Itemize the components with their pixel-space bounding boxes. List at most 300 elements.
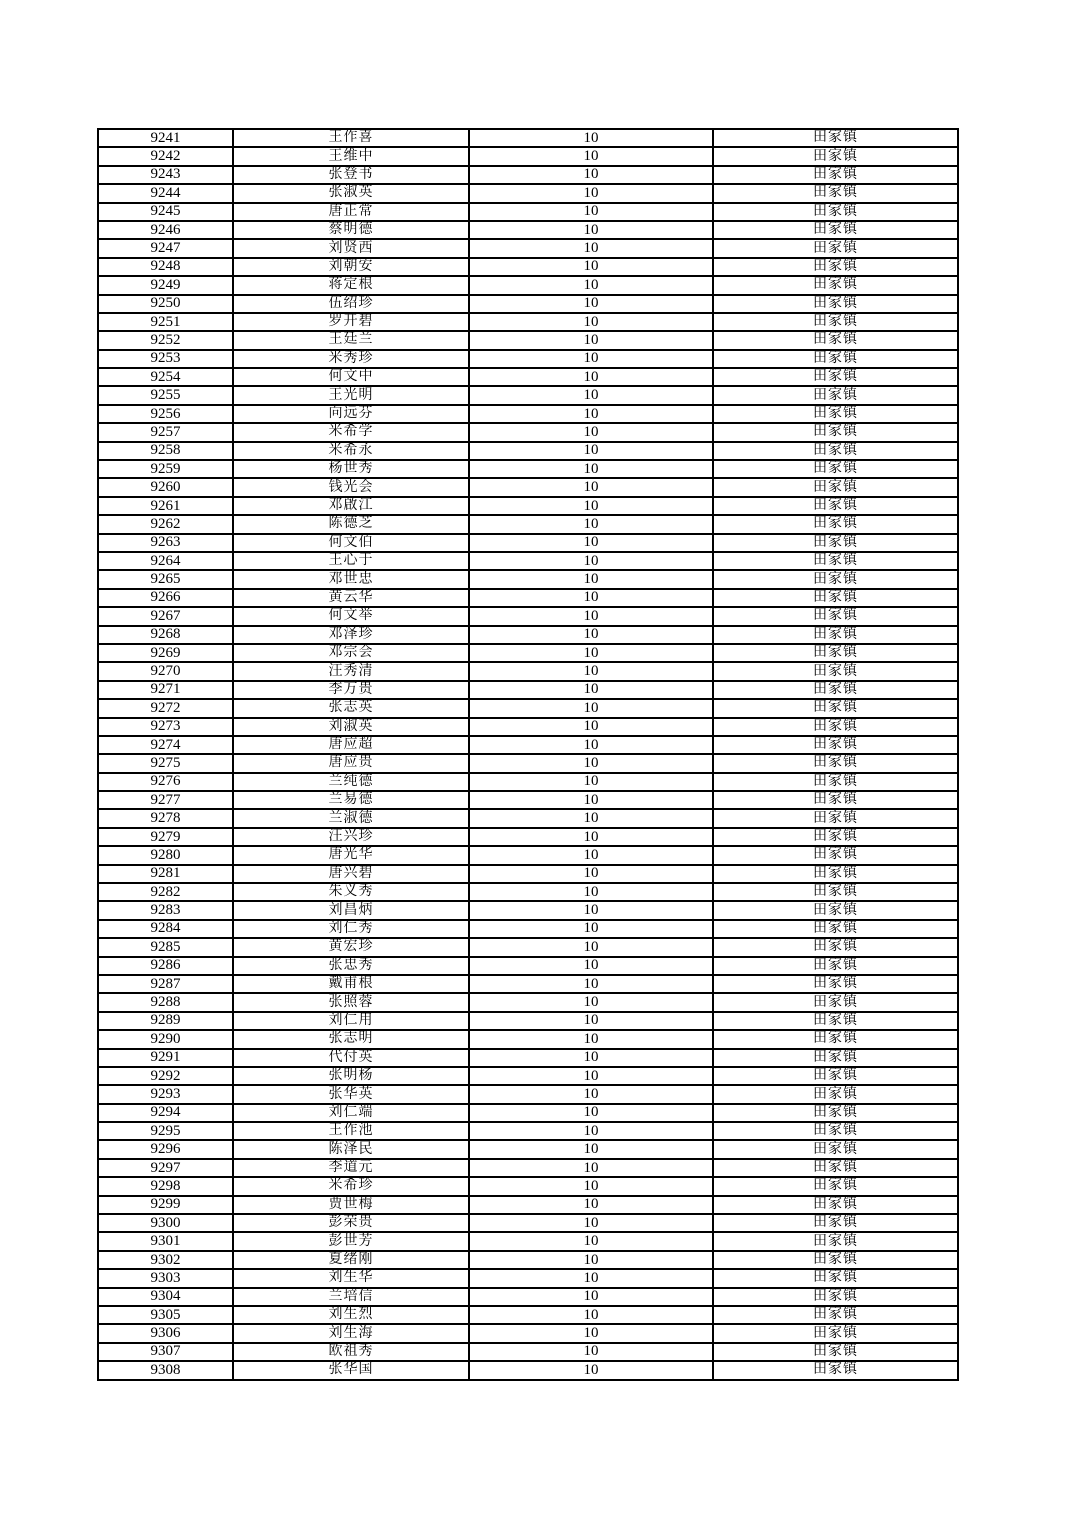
table-cell-value: 10: [469, 478, 713, 496]
table-cell-town: 田家镇: [713, 626, 958, 644]
table-cell-town: 田家镇: [713, 1122, 958, 1140]
table-cell-town: 田家镇: [713, 331, 958, 349]
table-cell-name: 刘生华: [233, 1269, 469, 1287]
table-row: [98, 626, 958, 644]
table-cell-name: 王光明: [233, 386, 469, 404]
table-cell-name: 兰淑德: [233, 809, 469, 827]
table-cell-town: 田家镇: [713, 129, 958, 147]
table-cell-town: 田家镇: [713, 203, 958, 221]
table-cell-id: 9248: [98, 258, 233, 276]
table-cell-id: 9259: [98, 460, 233, 478]
table-cell-value: 10: [469, 295, 713, 313]
table-cell-value: 10: [469, 1214, 713, 1232]
table-row: [98, 920, 958, 938]
table-row: [98, 368, 958, 386]
table-cell-town: 田家镇: [713, 1085, 958, 1103]
table-cell-value: 10: [469, 681, 713, 699]
table-cell-id: 9275: [98, 754, 233, 772]
table-row: [98, 239, 958, 257]
table-cell-id: 9283: [98, 901, 233, 919]
table-cell-value: 10: [469, 1269, 713, 1287]
table-cell-name: 欧祖秀: [233, 1343, 469, 1361]
table-cell-town: 田家镇: [713, 699, 958, 717]
table-cell-value: 10: [469, 570, 713, 588]
table-cell-town: 田家镇: [713, 350, 958, 368]
table-cell-town: 田家镇: [713, 993, 958, 1011]
table-cell-id: 9262: [98, 515, 233, 533]
table-cell-value: 10: [469, 607, 713, 625]
table-cell-name: 刘昌炳: [233, 901, 469, 919]
table-row: [98, 350, 958, 368]
table-cell-name: 何文中: [233, 368, 469, 386]
table-cell-id: 9278: [98, 809, 233, 827]
table-cell-value: 10: [469, 1251, 713, 1269]
table-cell-value: 10: [469, 1030, 713, 1048]
table-cell-town: 田家镇: [713, 883, 958, 901]
table-cell-name: 陈德芝: [233, 515, 469, 533]
table-cell-town: 田家镇: [713, 1067, 958, 1085]
table-cell-id: 9255: [98, 386, 233, 404]
table-cell-town: 田家镇: [713, 1214, 958, 1232]
table-cell-value: 10: [469, 423, 713, 441]
table-cell-value: 10: [469, 589, 713, 607]
table-row: [98, 1140, 958, 1158]
table-row: [98, 846, 958, 864]
table-cell-value: 10: [469, 754, 713, 772]
table-cell-id: 9280: [98, 846, 233, 864]
table-cell-id: 9243: [98, 166, 233, 184]
table-cell-name: 张华国: [233, 1361, 469, 1379]
table-cell-value: 10: [469, 129, 713, 147]
table-cell-id: 9277: [98, 791, 233, 809]
table-row: [98, 1214, 958, 1232]
table-cell-town: 田家镇: [713, 1343, 958, 1361]
table-row: [98, 1269, 958, 1287]
table-row: [98, 221, 958, 239]
table-row: [98, 883, 958, 901]
table-cell-name: 米希学: [233, 423, 469, 441]
table-cell-town: 田家镇: [713, 1159, 958, 1177]
table-cell-name: 刘朝安: [233, 258, 469, 276]
table-cell-value: 10: [469, 442, 713, 460]
table-cell-value: 10: [469, 718, 713, 736]
table-row: [98, 405, 958, 423]
table-cell-name: 张志明: [233, 1030, 469, 1048]
table-cell-value: 10: [469, 331, 713, 349]
table-row: [98, 975, 958, 993]
table-cell-name: 米希珍: [233, 1177, 469, 1195]
table-cell-value: 10: [469, 920, 713, 938]
table-cell-id: 9257: [98, 423, 233, 441]
table-row: [98, 1085, 958, 1103]
table-cell-value: 10: [469, 1104, 713, 1122]
table-cell-town: 田家镇: [713, 1012, 958, 1030]
table-cell-id: 9281: [98, 865, 233, 883]
table-cell-town: 田家镇: [713, 1177, 958, 1195]
table-cell-name: 王心于: [233, 552, 469, 570]
table-row: [98, 938, 958, 956]
table-cell-town: 田家镇: [713, 681, 958, 699]
table-cell-id: 9245: [98, 203, 233, 221]
table-cell-town: 田家镇: [713, 258, 958, 276]
table-row: [98, 313, 958, 331]
table-cell-value: 10: [469, 460, 713, 478]
table-cell-town: 田家镇: [713, 184, 958, 202]
table-cell-town: 田家镇: [713, 901, 958, 919]
table-cell-id: 9250: [98, 295, 233, 313]
table-cell-id: 9273: [98, 718, 233, 736]
table-row: [98, 828, 958, 846]
table-row: [98, 331, 958, 349]
table-cell-name: 黄云华: [233, 589, 469, 607]
table-cell-value: 10: [469, 993, 713, 1011]
table-cell-town: 田家镇: [713, 276, 958, 294]
table-cell-id: 9290: [98, 1030, 233, 1048]
table-cell-id: 9300: [98, 1214, 233, 1232]
table-cell-id: 9303: [98, 1269, 233, 1287]
table-row: [98, 1251, 958, 1269]
table-row: [98, 791, 958, 809]
table-cell-town: 田家镇: [713, 957, 958, 975]
table-cell-name: 邓泽珍: [233, 626, 469, 644]
table-cell-town: 田家镇: [713, 147, 958, 165]
table-cell-town: 田家镇: [713, 662, 958, 680]
table-cell-id: 9242: [98, 147, 233, 165]
table-cell-value: 10: [469, 1324, 713, 1342]
table-cell-name: 王作喜: [233, 129, 469, 147]
table-cell-name: 邓啟江: [233, 497, 469, 515]
table-cell-id: 9246: [98, 221, 233, 239]
table-row: [98, 1306, 958, 1324]
table-cell-id: 9306: [98, 1324, 233, 1342]
data-table: [97, 128, 959, 1381]
table-row: [98, 589, 958, 607]
table-row: [98, 478, 958, 496]
table-cell-name: 罗开碧: [233, 313, 469, 331]
table-cell-id: 9272: [98, 699, 233, 717]
table-row: [98, 166, 958, 184]
table-cell-town: 田家镇: [713, 515, 958, 533]
table-row: [98, 1067, 958, 1085]
table-cell-town: 田家镇: [713, 313, 958, 331]
table-cell-value: 10: [469, 386, 713, 404]
table-cell-value: 10: [469, 1159, 713, 1177]
table-cell-town: 田家镇: [713, 1361, 958, 1379]
table-cell-name: 蒋定根: [233, 276, 469, 294]
table-cell-id: 9260: [98, 478, 233, 496]
table-cell-town: 田家镇: [713, 1269, 958, 1287]
table-cell-town: 田家镇: [713, 478, 958, 496]
table-cell-name: 戴甫根: [233, 975, 469, 993]
table-cell-id: 9244: [98, 184, 233, 202]
table-row: [98, 993, 958, 1011]
table-cell-id: 9253: [98, 350, 233, 368]
table-cell-town: 田家镇: [713, 552, 958, 570]
table-cell-value: 10: [469, 276, 713, 294]
table-row: [98, 809, 958, 827]
table-cell-town: 田家镇: [713, 1049, 958, 1067]
table-cell-id: 9298: [98, 1177, 233, 1195]
table-cell-value: 10: [469, 791, 713, 809]
table-cell-value: 10: [469, 1361, 713, 1379]
table-cell-name: 刘贤西: [233, 239, 469, 257]
table-cell-town: 田家镇: [713, 920, 958, 938]
table-cell-value: 10: [469, 644, 713, 662]
table-cell-id: 9308: [98, 1361, 233, 1379]
table-cell-id: 9292: [98, 1067, 233, 1085]
table-cell-name: 刘生海: [233, 1324, 469, 1342]
table-cell-id: 9279: [98, 828, 233, 846]
table-cell-name: 彭世芳: [233, 1232, 469, 1250]
table-cell-id: 9251: [98, 313, 233, 331]
table-cell-town: 田家镇: [713, 497, 958, 515]
table-cell-name: 王廷兰: [233, 331, 469, 349]
table-cell-id: 9261: [98, 497, 233, 515]
table-row: [98, 534, 958, 552]
table-cell-value: 10: [469, 534, 713, 552]
table-cell-id: 9284: [98, 920, 233, 938]
table-cell-town: 田家镇: [713, 1324, 958, 1342]
table-cell-id: 9254: [98, 368, 233, 386]
table-row: [98, 147, 958, 165]
table-cell-name: 兰易德: [233, 791, 469, 809]
table-cell-id: 9296: [98, 1140, 233, 1158]
table-cell-town: 田家镇: [713, 1140, 958, 1158]
table-cell-value: 10: [469, 1177, 713, 1195]
table-cell-value: 10: [469, 350, 713, 368]
table-cell-value: 10: [469, 1232, 713, 1250]
table-cell-id: 9241: [98, 129, 233, 147]
table-cell-town: 田家镇: [713, 368, 958, 386]
table-cell-name: 刘生烈: [233, 1306, 469, 1324]
table-cell-town: 田家镇: [713, 221, 958, 239]
table-row: [98, 184, 958, 202]
table-cell-id: 9258: [98, 442, 233, 460]
table-row: [98, 957, 958, 975]
table-cell-id: 9270: [98, 662, 233, 680]
table-cell-value: 10: [469, 1288, 713, 1306]
table-row: [98, 644, 958, 662]
table-cell-name: 李道元: [233, 1159, 469, 1177]
table-cell-name: 杨世秀: [233, 460, 469, 478]
table-cell-id: 9299: [98, 1196, 233, 1214]
table-cell-id: 9267: [98, 607, 233, 625]
table-cell-town: 田家镇: [713, 442, 958, 460]
table-row: [98, 736, 958, 754]
table-cell-name: 唐正常: [233, 203, 469, 221]
table-cell-id: 9276: [98, 773, 233, 791]
table-cell-name: 钱光会: [233, 478, 469, 496]
table-cell-name: 兰纯德: [233, 773, 469, 791]
table-cell-value: 10: [469, 846, 713, 864]
table-cell-name: 蔡明德: [233, 221, 469, 239]
table-cell-id: 9295: [98, 1122, 233, 1140]
table-row: [98, 1196, 958, 1214]
table-cell-value: 10: [469, 699, 713, 717]
table-cell-value: 10: [469, 1049, 713, 1067]
table-cell-id: 9268: [98, 626, 233, 644]
table-cell-id: 9302: [98, 1251, 233, 1269]
table-cell-town: 田家镇: [713, 239, 958, 257]
table-cell-name: 贾世梅: [233, 1196, 469, 1214]
table-cell-id: 9293: [98, 1085, 233, 1103]
table-cell-id: 9269: [98, 644, 233, 662]
table-cell-value: 10: [469, 1012, 713, 1030]
table-row: [98, 570, 958, 588]
table-row: [98, 1030, 958, 1048]
table-cell-value: 10: [469, 626, 713, 644]
table-cell-town: 田家镇: [713, 1251, 958, 1269]
table-cell-value: 10: [469, 865, 713, 883]
table-row: [98, 1232, 958, 1250]
table-cell-id: 9289: [98, 1012, 233, 1030]
table-row: [98, 442, 958, 460]
table-cell-town: 田家镇: [713, 718, 958, 736]
table-cell-name: 朱义秀: [233, 883, 469, 901]
table-row: [98, 1012, 958, 1030]
table-cell-id: 9271: [98, 681, 233, 699]
table-cell-value: 10: [469, 221, 713, 239]
table-row: [98, 129, 958, 147]
table-row: [98, 865, 958, 883]
table-cell-name: 张淑英: [233, 184, 469, 202]
table-cell-id: 9294: [98, 1104, 233, 1122]
table-row: [98, 1177, 958, 1195]
table-cell-id: 9266: [98, 589, 233, 607]
table-cell-name: 彭荣贵: [233, 1214, 469, 1232]
table-cell-id: 9252: [98, 331, 233, 349]
table-cell-value: 10: [469, 515, 713, 533]
table-cell-name: 向远芬: [233, 405, 469, 423]
table-cell-name: 张照蓉: [233, 993, 469, 1011]
table-row: [98, 773, 958, 791]
table-cell-value: 10: [469, 828, 713, 846]
table-cell-town: 田家镇: [713, 736, 958, 754]
table-cell-town: 田家镇: [713, 423, 958, 441]
table-cell-name: 刘仁端: [233, 1104, 469, 1122]
table-row: [98, 1343, 958, 1361]
table-cell-id: 9297: [98, 1159, 233, 1177]
table-row: [98, 1122, 958, 1140]
table-cell-town: 田家镇: [713, 791, 958, 809]
table-cell-name: 邓宗会: [233, 644, 469, 662]
table-cell-town: 田家镇: [713, 607, 958, 625]
table-cell-name: 王作池: [233, 1122, 469, 1140]
table-cell-id: 9249: [98, 276, 233, 294]
table-cell-town: 田家镇: [713, 570, 958, 588]
table-cell-name: 汪秀清: [233, 662, 469, 680]
table-row: [98, 515, 958, 533]
table-cell-town: 田家镇: [713, 828, 958, 846]
table-cell-town: 田家镇: [713, 865, 958, 883]
table-cell-town: 田家镇: [713, 809, 958, 827]
table-row: [98, 607, 958, 625]
table-cell-name: 夏绪刚: [233, 1251, 469, 1269]
table-cell-town: 田家镇: [713, 405, 958, 423]
table-cell-name: 唐应超: [233, 736, 469, 754]
table-cell-name: 兰培信: [233, 1288, 469, 1306]
table-cell-value: 10: [469, 405, 713, 423]
table-row: [98, 258, 958, 276]
table-cell-id: 9291: [98, 1049, 233, 1067]
table-cell-id: 9286: [98, 957, 233, 975]
table-body: [98, 129, 958, 1380]
table-cell-value: 10: [469, 1196, 713, 1214]
table-cell-town: 田家镇: [713, 1288, 958, 1306]
table-cell-name: 唐应贵: [233, 754, 469, 772]
table-cell-name: 唐兴碧: [233, 865, 469, 883]
table-cell-value: 10: [469, 1306, 713, 1324]
table-row: [98, 1049, 958, 1067]
table-cell-town: 田家镇: [713, 1104, 958, 1122]
table-cell-value: 10: [469, 203, 713, 221]
table-cell-id: 9305: [98, 1306, 233, 1324]
table-cell-name: 张忠秀: [233, 957, 469, 975]
table-cell-id: 9307: [98, 1343, 233, 1361]
table-cell-value: 10: [469, 883, 713, 901]
table-row: [98, 1361, 958, 1379]
table-cell-name: 刘仁秀: [233, 920, 469, 938]
table-cell-value: 10: [469, 1067, 713, 1085]
table-cell-value: 10: [469, 184, 713, 202]
table-cell-id: 9288: [98, 993, 233, 1011]
table-cell-name: 刘淑英: [233, 718, 469, 736]
table-row: [98, 718, 958, 736]
table-cell-name: 汪兴珍: [233, 828, 469, 846]
table-cell-value: 10: [469, 662, 713, 680]
table-cell-value: 10: [469, 166, 713, 184]
table-cell-id: 9264: [98, 552, 233, 570]
table-cell-id: 9256: [98, 405, 233, 423]
table-cell-value: 10: [469, 147, 713, 165]
table-cell-name: 张明杨: [233, 1067, 469, 1085]
table-cell-value: 10: [469, 239, 713, 257]
table-cell-town: 田家镇: [713, 644, 958, 662]
table-row: [98, 423, 958, 441]
table-cell-id: 9263: [98, 534, 233, 552]
table-cell-town: 田家镇: [713, 460, 958, 478]
table-cell-value: 10: [469, 258, 713, 276]
table-row: [98, 662, 958, 680]
table-cell-id: 9265: [98, 570, 233, 588]
table-cell-name: 王维中: [233, 147, 469, 165]
table-cell-town: 田家镇: [713, 1232, 958, 1250]
table-cell-name: 代付英: [233, 1049, 469, 1067]
table-cell-id: 9285: [98, 938, 233, 956]
table-cell-value: 10: [469, 1343, 713, 1361]
table-row: [98, 681, 958, 699]
table-cell-name: 何文伯: [233, 534, 469, 552]
table-cell-name: 伍绍珍: [233, 295, 469, 313]
table-cell-value: 10: [469, 552, 713, 570]
table-cell-name: 张志英: [233, 699, 469, 717]
table-cell-id: 9304: [98, 1288, 233, 1306]
table-row: [98, 276, 958, 294]
table-row: [98, 552, 958, 570]
table-cell-town: 田家镇: [713, 295, 958, 313]
table-cell-name: 刘仁用: [233, 1012, 469, 1030]
table-row: [98, 203, 958, 221]
table-row: [98, 901, 958, 919]
table-row: [98, 295, 958, 313]
table-cell-value: 10: [469, 497, 713, 515]
table-cell-name: 陈泽民: [233, 1140, 469, 1158]
table-cell-town: 田家镇: [713, 1196, 958, 1214]
table-row: [98, 460, 958, 478]
table-cell-name: 张华英: [233, 1085, 469, 1103]
table-cell-id: 9247: [98, 239, 233, 257]
table-cell-id: 9282: [98, 883, 233, 901]
